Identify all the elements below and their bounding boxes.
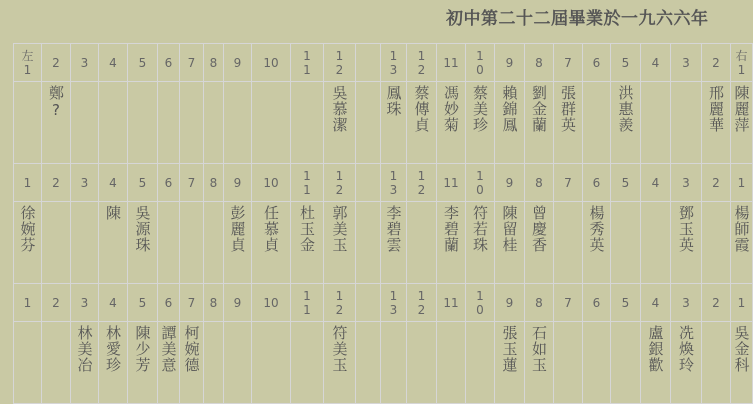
student-name-cell	[356, 322, 381, 404]
seat-number: 3	[682, 175, 690, 190]
student-name: 劉金蘭	[530, 85, 548, 133]
seat-number-cell	[71, 164, 99, 202]
student-name: 馮妙菊	[442, 85, 460, 133]
seat-number-cell	[525, 164, 554, 202]
student-name-cell	[252, 202, 291, 284]
seat-number-cell	[128, 44, 158, 82]
student-name: 蔡美珍	[471, 85, 489, 133]
seat-number: 1 1	[303, 48, 311, 77]
seat-number: 7	[187, 295, 196, 310]
student-name-cell	[128, 82, 158, 164]
student-name: 冼煥玲	[677, 325, 695, 373]
seat-number: 2	[712, 175, 720, 190]
seat-number-cell	[702, 164, 731, 202]
seat-number: 1 2	[335, 288, 344, 317]
seat-number: 6	[164, 175, 173, 190]
student-name-cell	[381, 322, 407, 404]
seat-number: 4	[651, 55, 660, 70]
student-name-cell	[641, 322, 671, 404]
seat-number: 11	[443, 175, 459, 190]
student-name-cell	[224, 202, 252, 284]
seat-number: 1 2	[335, 168, 344, 197]
seat-number-cell	[525, 284, 554, 322]
seat-number-cell	[641, 44, 671, 82]
student-name-cell	[324, 202, 356, 284]
seat-number: 右 1	[735, 48, 748, 77]
student-name: 楊師霞	[732, 205, 751, 253]
seat-number: 7	[187, 175, 196, 190]
seat-number-cell	[611, 284, 641, 322]
student-name-cell	[224, 322, 252, 404]
seat-number: 4	[109, 55, 117, 70]
seat-number-cell	[158, 164, 180, 202]
seat-number: 10	[263, 295, 279, 310]
student-name: 張群英	[559, 85, 577, 133]
seat-number-cell	[204, 164, 224, 202]
seat-number-cell	[291, 284, 324, 322]
seat-number-cell	[180, 284, 204, 322]
student-name: 蔡傳貞	[412, 85, 431, 133]
seat-number: 5	[621, 295, 630, 310]
seat-number-cell	[554, 164, 583, 202]
seat-number-cell	[495, 164, 525, 202]
student-name-cell	[158, 82, 180, 164]
student-name-cell	[158, 202, 180, 284]
seat-number: 1 3	[389, 48, 398, 77]
student-name: 吳源珠	[133, 205, 152, 253]
seat-number: 1	[23, 295, 32, 310]
student-name: 任慕貞	[262, 205, 280, 253]
student-name: 邢麗華	[707, 85, 725, 133]
student-name: 譚美意	[159, 325, 178, 373]
seat-number: 9	[233, 295, 242, 310]
student-name: 曾慶香	[530, 205, 548, 253]
seat-number: 1 2	[335, 48, 344, 77]
student-name-cell	[554, 202, 583, 284]
seat-number-cell	[381, 284, 407, 322]
seat-number: 5	[138, 175, 147, 190]
seat-number-cell	[381, 44, 407, 82]
seat-number-cell	[641, 284, 671, 322]
student-name-cell	[71, 322, 99, 404]
seat-number-row	[14, 44, 753, 82]
student-name-cell	[437, 202, 466, 284]
seat-number-cell	[554, 44, 583, 82]
seat-number: 7	[564, 175, 572, 190]
seat-number-cell	[437, 164, 466, 202]
seat-number: 2	[52, 55, 60, 70]
student-name-cell	[252, 82, 291, 164]
seat-number: 1 1	[303, 288, 311, 317]
seat-number-cell	[14, 44, 42, 82]
seat-number: 9	[505, 175, 514, 190]
seat-number-cell	[180, 44, 204, 82]
seat-number-cell	[128, 284, 158, 322]
seat-number-cell	[731, 284, 753, 322]
seat-number: 1 3	[389, 168, 398, 197]
student-name: 杜玉金	[298, 205, 316, 253]
seat-number: 7	[564, 295, 572, 310]
student-name-cell	[525, 82, 554, 164]
student-name-cell	[407, 202, 437, 284]
student-name-cell	[99, 202, 128, 284]
student-name-cell	[611, 202, 641, 284]
seat-number: 9	[233, 55, 242, 70]
seat-number: 3	[80, 175, 89, 190]
seat-number-cell	[14, 164, 42, 202]
student-name-cell	[42, 202, 71, 284]
seat-number: 4	[651, 175, 660, 190]
student-name-cell	[324, 82, 356, 164]
seat-number: 7	[564, 55, 572, 70]
student-name-cell	[466, 322, 495, 404]
student-name: 鄧玉英	[677, 205, 695, 253]
seat-number: 8	[535, 175, 543, 190]
seat-number-cell	[731, 44, 753, 82]
seat-number-cell	[158, 284, 180, 322]
student-name-cell	[437, 82, 466, 164]
student-name-cell	[180, 82, 204, 164]
seat-number-cell	[356, 164, 381, 202]
student-name: 陳	[104, 205, 122, 221]
seat-number: 5	[138, 295, 147, 310]
student-name: 彭麗貞	[228, 205, 247, 253]
seat-number-cell	[466, 44, 495, 82]
student-name-cell	[42, 322, 71, 404]
seat-number: 5	[621, 55, 630, 70]
student-name-cell	[356, 82, 381, 164]
student-name-row	[14, 322, 753, 404]
seat-number: 1	[737, 175, 746, 190]
student-name: 陳麗萍	[732, 85, 751, 133]
student-name-cell	[42, 82, 71, 164]
student-name-cell	[71, 82, 99, 164]
student-name: 徐婉芬	[18, 205, 37, 253]
seat-number-cell	[554, 284, 583, 322]
seat-number-cell	[128, 164, 158, 202]
student-name: 吳慕潔	[330, 85, 349, 133]
student-name-cell	[671, 82, 702, 164]
seat-number-cell	[14, 284, 42, 322]
seat-number-cell	[583, 284, 611, 322]
student-name: 吳金科	[732, 325, 751, 373]
student-name: 楊秀英	[587, 205, 606, 253]
seat-number-cell	[407, 44, 437, 82]
seat-number: 6	[592, 55, 601, 70]
seat-number-cell	[291, 164, 324, 202]
seat-number: 7	[187, 55, 196, 70]
student-name-cell	[128, 202, 158, 284]
seat-number-cell	[611, 164, 641, 202]
student-name-cell	[554, 322, 583, 404]
student-name-row	[14, 202, 753, 284]
seat-number: 8	[535, 55, 543, 70]
student-name-cell	[495, 202, 525, 284]
student-name-cell	[407, 322, 437, 404]
student-name-cell	[204, 82, 224, 164]
seat-number-cell	[407, 284, 437, 322]
student-name-cell	[641, 82, 671, 164]
seat-number-cell	[158, 44, 180, 82]
seat-number-cell	[525, 44, 554, 82]
seat-number-cell	[583, 164, 611, 202]
seat-number: 6	[592, 295, 601, 310]
student-name: 李碧蘭	[442, 205, 460, 253]
seat-number: 1 0	[476, 48, 484, 77]
seat-number: 8	[535, 295, 543, 310]
seat-number: 9	[233, 175, 242, 190]
seat-number: 1	[737, 295, 746, 310]
student-name-cell	[224, 82, 252, 164]
student-name-cell	[466, 202, 495, 284]
seat-number: 9	[505, 295, 514, 310]
student-name-cell	[495, 322, 525, 404]
seat-number: 11	[443, 295, 459, 310]
student-name: 李碧雲	[384, 205, 403, 253]
student-name-cell	[583, 82, 611, 164]
student-name: 鳳珠	[384, 85, 403, 117]
student-name: 林美冶	[75, 325, 94, 373]
seat-number-cell	[71, 44, 99, 82]
seat-number-cell	[583, 44, 611, 82]
seat-number-cell	[731, 164, 753, 202]
seat-number-cell	[180, 164, 204, 202]
seat-number-cell	[641, 164, 671, 202]
student-name-cell	[128, 322, 158, 404]
student-name-cell	[731, 202, 753, 284]
student-name: 林愛珍	[104, 325, 122, 373]
seat-number-cell	[324, 44, 356, 82]
seat-number-cell	[356, 44, 381, 82]
seat-number: 6	[164, 55, 173, 70]
student-name-cell	[180, 202, 204, 284]
student-name-cell	[525, 202, 554, 284]
seat-number: 4	[109, 175, 117, 190]
student-name-cell	[158, 322, 180, 404]
seat-number-cell	[324, 284, 356, 322]
student-name-cell	[671, 202, 702, 284]
student-name-cell	[702, 82, 731, 164]
seat-number: 2	[52, 175, 60, 190]
seat-number-cell	[252, 284, 291, 322]
seat-number-cell	[252, 44, 291, 82]
student-name-cell	[407, 82, 437, 164]
seat-number-cell	[702, 44, 731, 82]
seat-number-cell	[99, 284, 128, 322]
student-name-cell	[14, 202, 42, 284]
student-name-cell	[611, 322, 641, 404]
student-name-cell	[702, 202, 731, 284]
student-name-cell	[671, 322, 702, 404]
seat-number-cell	[407, 164, 437, 202]
student-name-cell	[583, 202, 611, 284]
seat-number-cell	[252, 164, 291, 202]
seat-number-row	[14, 284, 753, 322]
seat-number: 4	[109, 295, 117, 310]
seat-number-cell	[224, 164, 252, 202]
student-name: 洪惠羨	[616, 85, 635, 133]
seat-number: 6	[164, 295, 173, 310]
seat-number: 2	[712, 295, 720, 310]
seat-number-cell	[291, 44, 324, 82]
seat-number: 10	[263, 175, 279, 190]
seat-number: 3	[682, 55, 690, 70]
student-name-cell	[204, 322, 224, 404]
seat-number-cell	[71, 284, 99, 322]
seat-number-cell	[204, 284, 224, 322]
student-name-cell	[356, 202, 381, 284]
seat-number-cell	[324, 164, 356, 202]
student-name-cell	[731, 82, 753, 164]
student-name-cell	[99, 322, 128, 404]
seat-number-cell	[224, 44, 252, 82]
student-name-cell	[641, 202, 671, 284]
student-name-cell	[291, 202, 324, 284]
seat-number: 4	[651, 295, 660, 310]
student-name-cell	[381, 202, 407, 284]
student-name-cell	[14, 322, 42, 404]
seat-number: 10	[263, 55, 279, 70]
seat-number-cell	[466, 164, 495, 202]
student-name: 郭美玉	[330, 205, 349, 253]
student-name-cell	[554, 82, 583, 164]
seat-number: 6	[592, 175, 601, 190]
seat-number-cell	[437, 284, 466, 322]
student-name-cell	[381, 82, 407, 164]
seat-number: 8	[209, 175, 218, 190]
seat-number-cell	[466, 284, 495, 322]
seat-number: 1 2	[417, 168, 426, 197]
student-name: 盧銀歡	[646, 325, 665, 373]
student-name-row	[14, 82, 753, 164]
student-name-cell	[71, 202, 99, 284]
seat-number-row	[14, 164, 753, 202]
student-name-cell	[731, 322, 753, 404]
seat-number-cell	[42, 284, 71, 322]
student-name-cell	[466, 82, 495, 164]
seat-number-cell	[495, 44, 525, 82]
seat-number-cell	[702, 284, 731, 322]
seating-chart-table	[13, 43, 753, 404]
student-name-cell	[495, 82, 525, 164]
seat-number-cell	[495, 284, 525, 322]
seat-number: 9	[505, 55, 514, 70]
seat-number: 3	[682, 295, 690, 310]
student-name: 賴錦鳳	[500, 85, 519, 133]
seat-number-cell	[99, 44, 128, 82]
student-name: 石如玉	[530, 325, 548, 373]
seat-number: 3	[80, 295, 89, 310]
seat-number-cell	[224, 284, 252, 322]
seat-number: 5	[621, 175, 630, 190]
student-name-cell	[324, 322, 356, 404]
seat-number: 5	[138, 55, 147, 70]
student-name-cell	[437, 322, 466, 404]
student-name: 符美玉	[330, 325, 349, 373]
seat-number-cell	[671, 44, 702, 82]
student-name-cell	[291, 82, 324, 164]
seat-number: 11	[443, 55, 459, 70]
seat-number-cell	[356, 284, 381, 322]
student-name-cell	[583, 322, 611, 404]
seat-number-cell	[671, 164, 702, 202]
student-name: 張玉蓮	[500, 325, 519, 373]
seat-number-cell	[42, 164, 71, 202]
student-name-cell	[99, 82, 128, 164]
student-name-cell	[204, 202, 224, 284]
seat-number-cell	[611, 44, 641, 82]
student-name-cell	[180, 322, 204, 404]
seat-number-cell	[204, 44, 224, 82]
student-name: 符若珠	[471, 205, 489, 253]
seat-number-cell	[381, 164, 407, 202]
student-name-cell	[525, 322, 554, 404]
student-name: 鄭?	[47, 85, 65, 120]
student-name: 陳留桂	[500, 205, 519, 253]
page-title: 初中第二十二屆畢業於一九六六年	[446, 9, 709, 29]
seat-number-cell	[437, 44, 466, 82]
seat-number: 2	[52, 295, 60, 310]
seat-number-cell	[42, 44, 71, 82]
seat-number: 1 2	[417, 48, 426, 77]
student-name: 柯婉德	[182, 325, 201, 373]
student-name-cell	[611, 82, 641, 164]
seat-number: 1 3	[389, 288, 398, 317]
seat-number: 1 2	[417, 288, 426, 317]
seat-number-cell	[671, 284, 702, 322]
seat-number: 1	[23, 175, 32, 190]
seat-number: 左 1	[21, 48, 34, 77]
student-name-cell	[14, 82, 42, 164]
student-name: 陳少芳	[133, 325, 152, 373]
seat-number: 1 0	[476, 288, 484, 317]
seat-number: 3	[80, 55, 89, 70]
student-name-cell	[291, 322, 324, 404]
student-name-cell	[702, 322, 731, 404]
seat-number: 1 0	[476, 168, 484, 197]
seat-number-cell	[99, 164, 128, 202]
seat-number: 1 1	[303, 168, 311, 197]
student-name-cell	[252, 322, 291, 404]
seat-number: 8	[209, 295, 218, 310]
seat-number: 8	[209, 55, 218, 70]
seat-number: 2	[712, 55, 720, 70]
